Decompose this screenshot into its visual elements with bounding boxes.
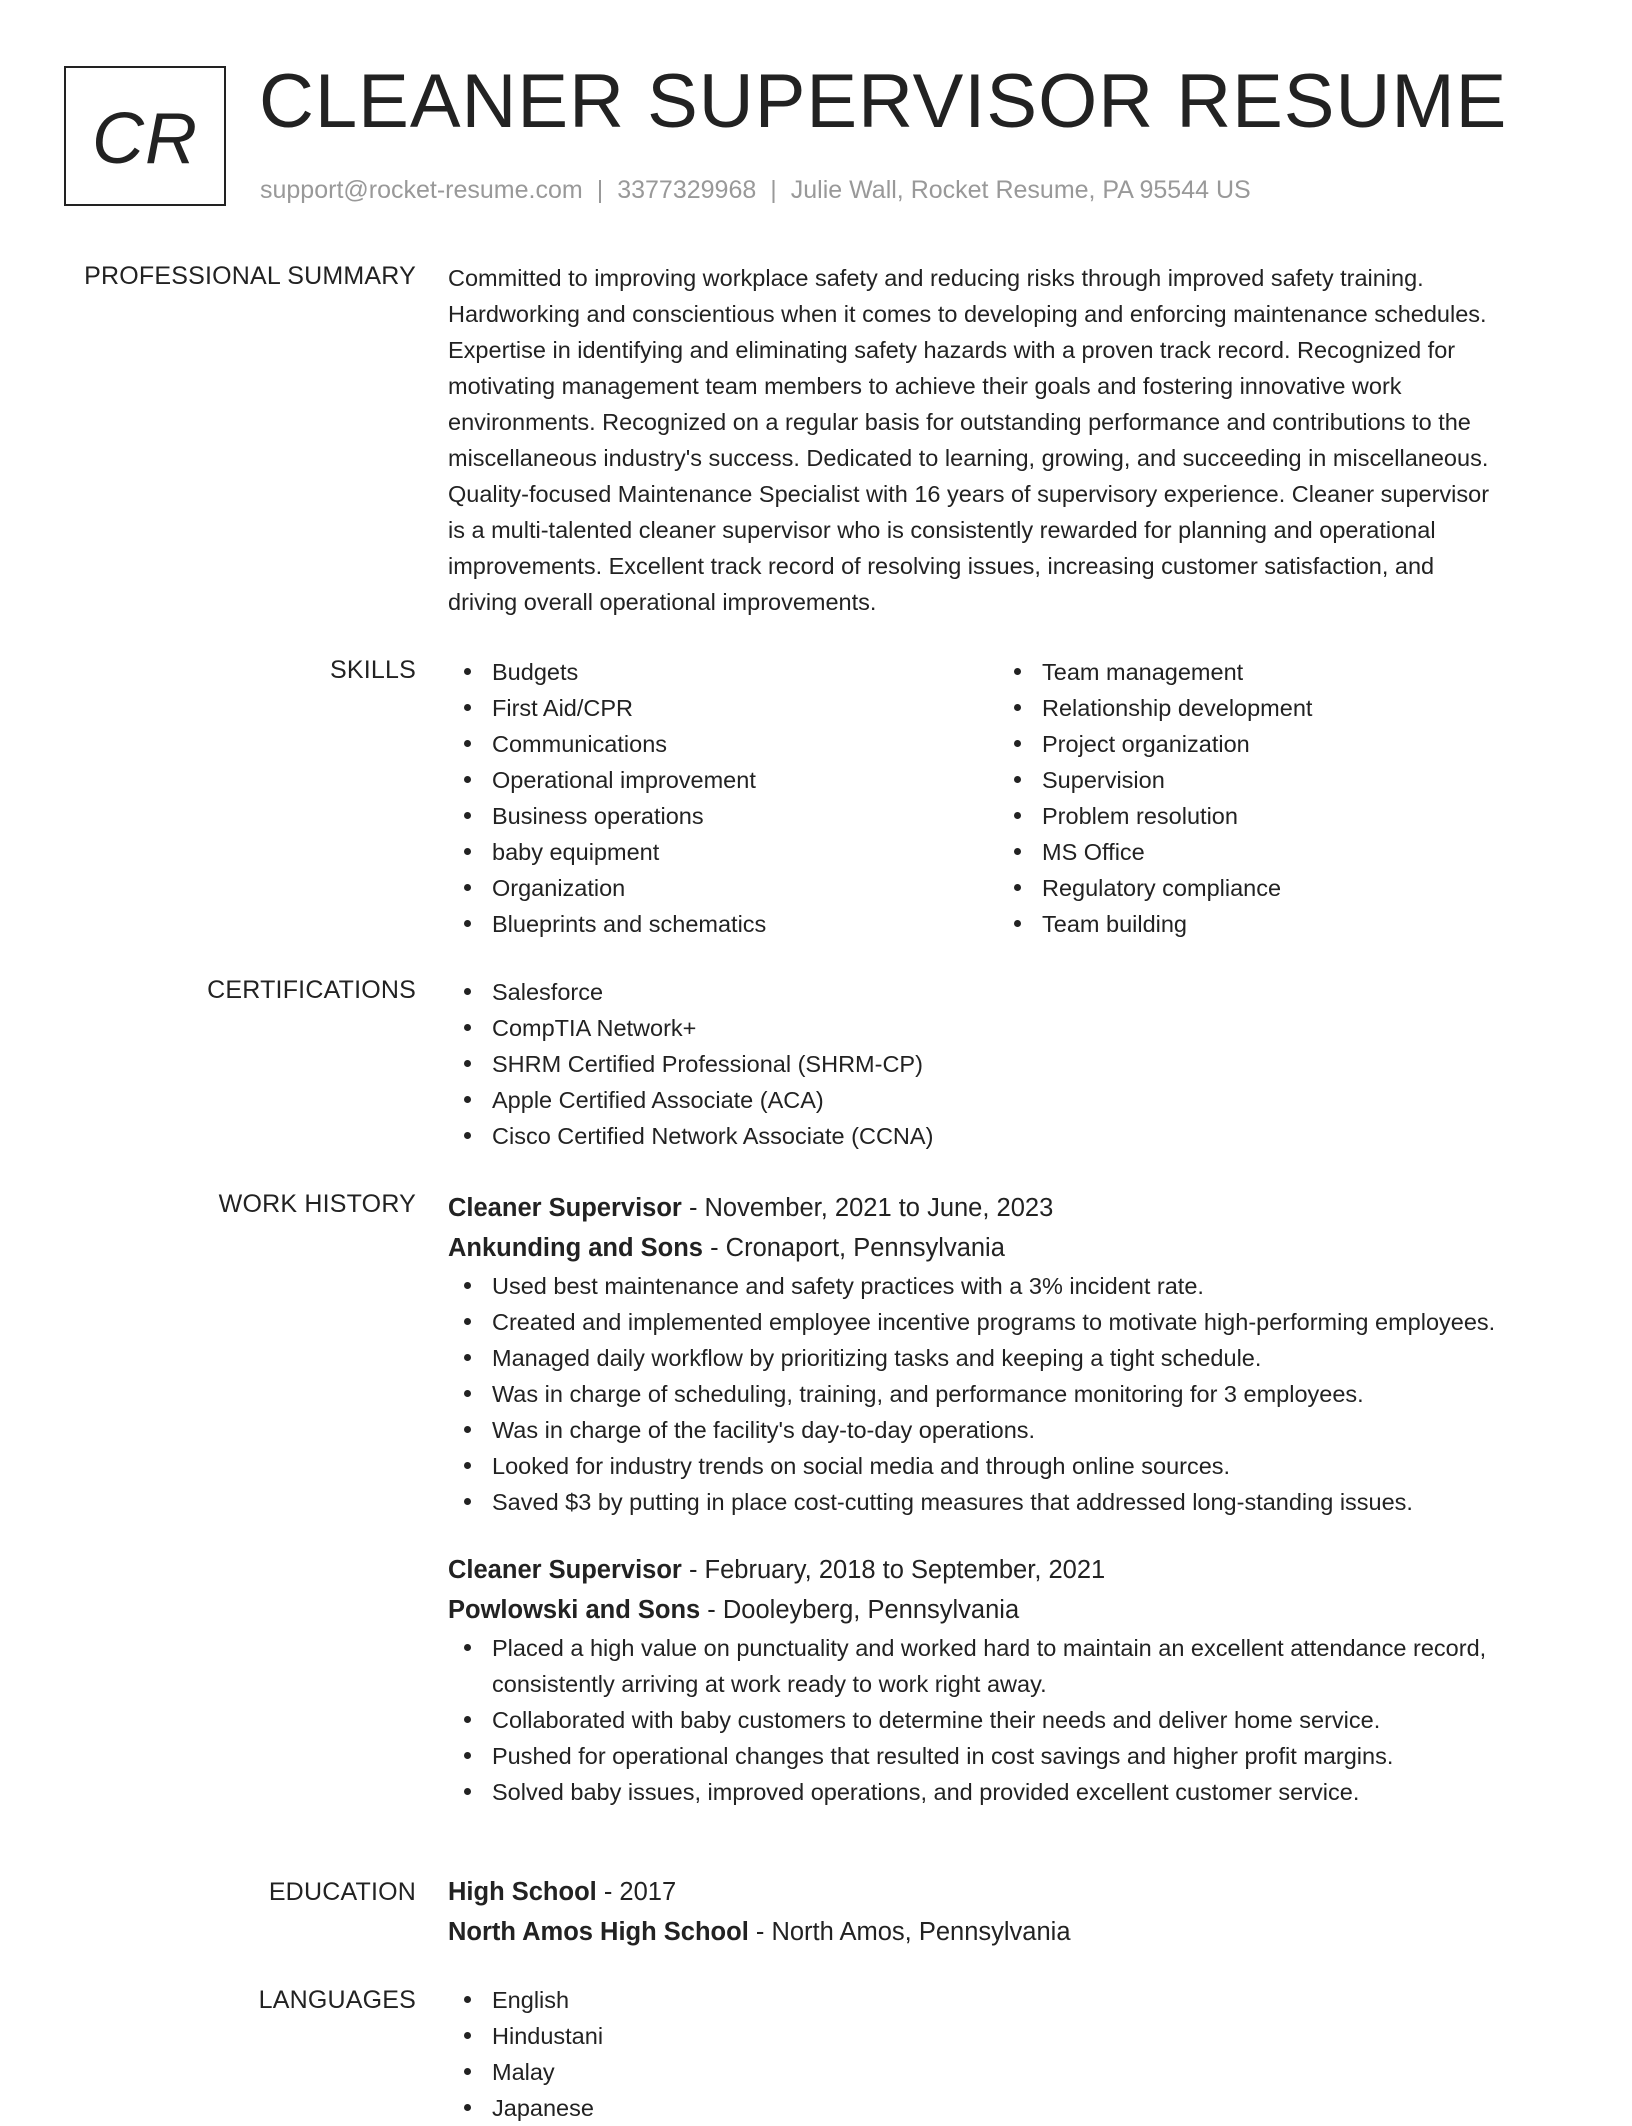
languages-list: [448, 1982, 1568, 2126]
education-year: - 2017: [596, 1878, 677, 1906]
certifications-body: [448, 974, 1568, 1154]
contact-address: Julie Wall, Rocket Resume, PA 95544 US: [790, 176, 1251, 204]
section-label-skills: SKILLS: [330, 656, 416, 684]
list-item: Apple Certified Associate (ACA): [448, 1082, 1568, 1118]
section-label-certifications: CERTIFICATIONS: [207, 976, 416, 1004]
work-history-body: [448, 1188, 1568, 1810]
summary-line: motivating management team members to achieve their goals and fostering innovative work: [448, 373, 1402, 399]
list-item: Malay: [448, 2054, 1568, 2090]
section-label-work-history: WORK HISTORY: [218, 1190, 416, 1218]
list-item: First Aid/CPR: [448, 690, 998, 726]
contact-separator: |: [596, 176, 604, 204]
list-item: Communications: [448, 726, 998, 762]
summary-body: [448, 260, 1568, 620]
list-item: Cisco Certified Network Associate (CCNA): [448, 1118, 1568, 1154]
list-item: Was in charge of scheduling, training, and performance monitoring for 3 employees.: [448, 1376, 1568, 1412]
summary-line: driving overall operational improvements.: [448, 589, 877, 615]
list-item: Looked for industry trends on social media and through online sources.: [448, 1448, 1568, 1484]
summary-text: [448, 260, 1568, 620]
list-item: Managed daily workflow by prioritizing tasks and keeping a tight schedule.: [448, 1340, 1568, 1376]
list-item: Used best maintenance and safety practices with a 3% incident rate.: [448, 1268, 1568, 1304]
summary-line: miscellaneous industry's success. Dedicated to learning, growing, and succeeding in miscellaneous.: [448, 445, 1489, 471]
summary-line: improvements. Excellent track record of resolving issues, increasing customer satisfaction, and: [448, 553, 1435, 579]
list-item: MS Office: [998, 834, 1548, 870]
list-item: baby equipment: [448, 834, 998, 870]
list-item: Japanese: [448, 2090, 1568, 2126]
monogram-initials: CR: [92, 99, 198, 179]
education-degree-line: [448, 1872, 1568, 1912]
contact-line: [260, 176, 1251, 205]
skills-body: [448, 654, 1568, 942]
list-item: SHRM Certified Professional (SHRM-CP): [448, 1046, 1568, 1082]
resume-title: CLEANER SUPERVISOR RESUME: [259, 59, 1508, 144]
list-item: Placed a high value on punctuality and worked hard to maintain an excellent attendance record, consistently arriving at work ready to work right away.: [448, 1630, 1568, 1702]
list-item: Budgets: [448, 654, 998, 690]
job-title-line: [448, 1188, 1568, 1228]
languages-body: [448, 1982, 1568, 2126]
contact-email[interactable]: support@rocket-resume.com: [260, 176, 583, 204]
list-item: Organization: [448, 870, 998, 906]
job-company: Powlowski and Sons: [448, 1596, 701, 1624]
summary-line: is a multi-talented cleaner supervisor who is consistently rewarded for planning and operational: [448, 517, 1436, 543]
summary-line: Expertise in identifying and eliminating safety hazards with a proven track record. Recognized for: [448, 337, 1456, 363]
list-item: Was in charge of the facility's day-to-day operations.: [448, 1412, 1568, 1448]
job-dates: - November, 2021 to June, 2023: [681, 1194, 1054, 1222]
monogram-box: [64, 66, 226, 206]
job-location: - Dooleyberg, Pennsylvania: [700, 1596, 1020, 1624]
job-title-line: [448, 1550, 1568, 1590]
list-item: Created and implemented employee incentive programs to motivate high-performing employees.: [448, 1304, 1568, 1340]
list-item: Solved baby issues, improved operations, and provided excellent customer service.: [448, 1774, 1568, 1810]
job-company-line: [448, 1228, 1568, 1268]
list-item: English: [448, 1982, 1568, 2018]
list-item: CompTIA Network+: [448, 1010, 1568, 1046]
list-item: Collaborated with baby customers to determine their needs and deliver home service.: [448, 1702, 1568, 1738]
certifications-list: [448, 974, 1568, 1154]
education-school: North Amos High School: [448, 1918, 749, 1946]
job-title: Cleaner Supervisor: [448, 1556, 682, 1584]
skills-list-left: [448, 654, 998, 942]
list-item: Problem resolution: [998, 798, 1548, 834]
list-item: Supervision: [998, 762, 1548, 798]
education-body: [448, 1872, 1568, 1952]
section-label-education: EDUCATION: [268, 1878, 416, 1906]
list-item: Blueprints and schematics: [448, 906, 998, 942]
job-entry: [448, 1188, 1568, 1520]
contact-separator: |: [770, 176, 777, 204]
list-item: Relationship development: [998, 690, 1548, 726]
summary-line: Hardworking and conscientious when it comes to developing and enforcing maintenance schedules.: [448, 301, 1487, 327]
job-bullets: [448, 1630, 1568, 1810]
list-item: Hindustani: [448, 2018, 1568, 2054]
job-company-line: [448, 1590, 1568, 1630]
job-dates: - February, 2018 to September, 2021: [681, 1556, 1106, 1584]
list-item: Team building: [998, 906, 1548, 942]
section-label-languages: LANGUAGES: [258, 1986, 416, 2014]
job-title: Cleaner Supervisor: [448, 1194, 682, 1222]
summary-line: environments. Recognized on a regular basis for outstanding performance and contributions to the: [448, 409, 1471, 435]
education-location: - North Amos, Pennsylvania: [748, 1918, 1071, 1946]
list-item: Operational improvement: [448, 762, 998, 798]
education-school-line: [448, 1912, 1568, 1952]
job-location: - Cronaport, Pennsylvania: [703, 1234, 1005, 1262]
list-item: Regulatory compliance: [998, 870, 1548, 906]
skills-list-right: [998, 654, 1548, 942]
summary-line: Quality-focused Maintenance Specialist with 16 years of supervisory experience. Cleaner supervisor: [448, 481, 1490, 507]
job-bullets: [448, 1268, 1568, 1520]
list-item: Salesforce: [448, 974, 1568, 1010]
list-item: Project organization: [998, 726, 1548, 762]
list-item: Team management: [998, 654, 1548, 690]
list-item: Saved $3 by putting in place cost-cutting measures that addressed long-standing issues.: [448, 1484, 1568, 1520]
list-item: Business operations: [448, 798, 998, 834]
contact-phone[interactable]: 3377329968: [617, 176, 757, 204]
job-company: Ankunding and Sons: [448, 1234, 703, 1262]
list-item: Pushed for operational changes that resulted in cost savings and higher profit margins.: [448, 1738, 1568, 1774]
education-degree: High School: [448, 1878, 597, 1906]
summary-line: Committed to improving workplace safety and reducing risks through improved safety training.: [448, 265, 1424, 291]
section-label-summary: PROFESSIONAL SUMMARY: [84, 262, 416, 290]
job-entry: [448, 1550, 1568, 1810]
